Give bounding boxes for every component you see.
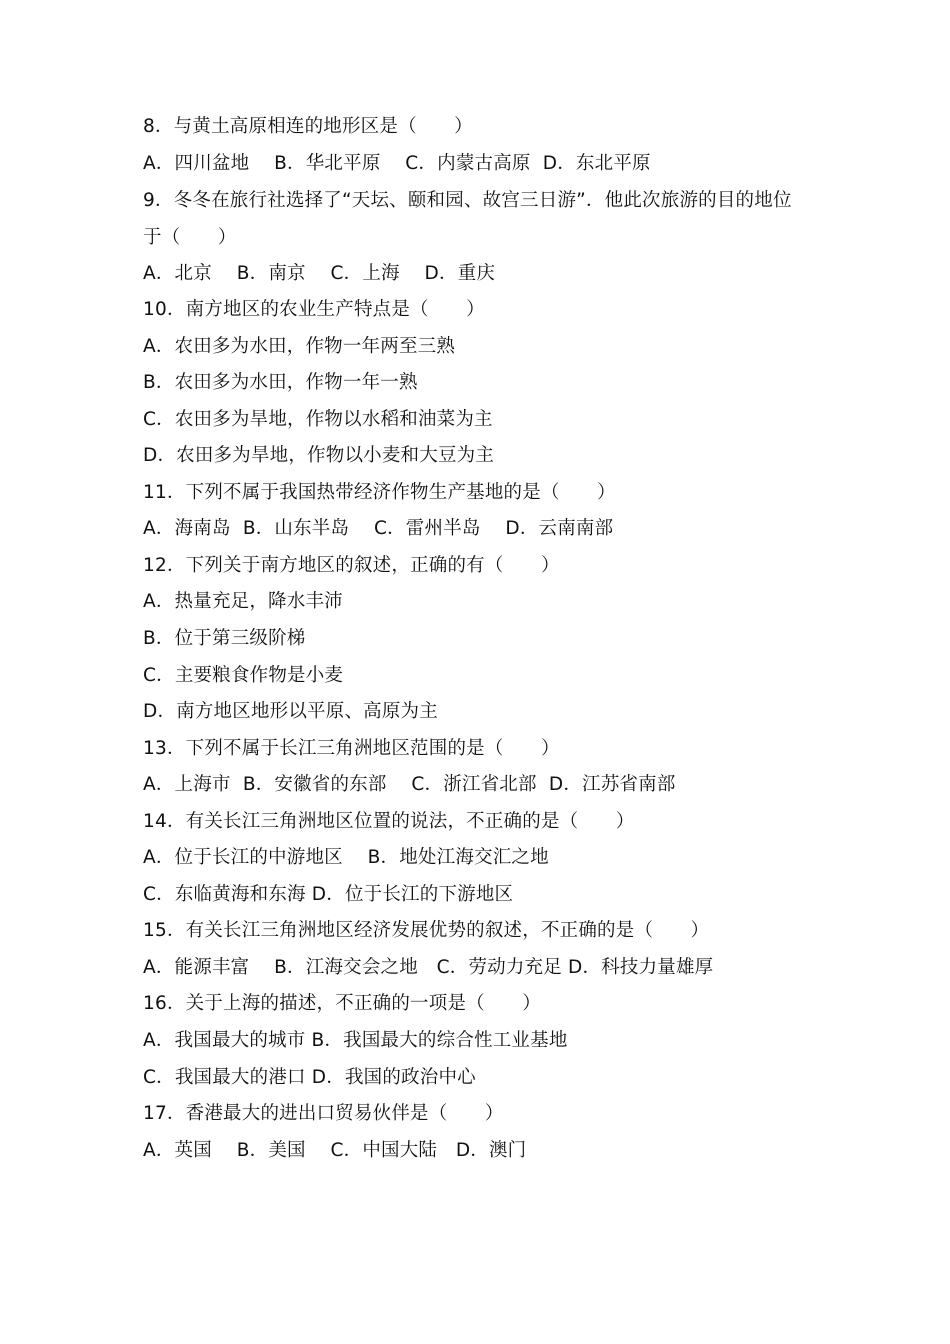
question-14-options-ab: A．位于长江的中游地区 B．地处江海交汇之地: [143, 847, 549, 868]
question-16-stem: 16．关于上海的描述，不正确的一项是（ ）: [143, 993, 541, 1014]
question-12-option-d: D．南方地区地形以平原、高原为主: [143, 701, 438, 722]
question-16-options-ab: A．我国最大的城市 B．我国最大的综合性工业基地: [143, 1030, 568, 1051]
question-10-option-b: B．农田多为水田，作物一年一熟: [143, 372, 418, 393]
question-12-stem: 12．下列关于南方地区的叙述，正确的有（ ）: [143, 555, 560, 576]
question-12-option-b: B．位于第三级阶梯: [143, 628, 306, 649]
question-9-stem: 9．冬冬在旅行社选择了“天坛、颐和园、故宫三日游”．他此次旅游的目的地位: [143, 190, 792, 211]
question-14-stem: 14．有关长江三角洲地区位置的说法，不正确的是（ ）: [143, 811, 635, 832]
question-10-stem: 10．南方地区的农业生产特点是（ ）: [143, 299, 485, 320]
question-16-options-cd: C．我国最大的港口 D．我国的政治中心: [143, 1067, 476, 1088]
question-15-options: A．能源丰富 B．江海交会之地 C．劳动力充足 D．科技力量雄厚: [143, 957, 714, 978]
question-9-stem-continued: 于（ ）: [143, 227, 237, 248]
question-12-option-a: A．热量充足，降水丰沛: [143, 591, 343, 612]
question-13-stem: 13．下列不属于长江三角洲地区范围的是（ ）: [143, 738, 560, 759]
question-15-stem: 15．有关长江三角洲地区经济发展优势的叙述，不正确的是（ ）: [143, 920, 710, 941]
question-13-options: A．上海市 B．安徽省的东部 C．浙江省北部 D．江苏省南部: [143, 774, 676, 795]
question-8-options: A．四川盆地 B．华北平原 C．内蒙古高原 D．东北平原: [143, 153, 651, 174]
question-8-stem: 8．与黄土高原相连的地形区是（ ）: [143, 116, 473, 137]
question-9-options: A．北京 B．南京 C．上海 D．重庆: [143, 263, 496, 284]
question-10-option-c: C．农田多为旱地，作物以水稻和油菜为主: [143, 409, 493, 430]
question-17-stem: 17．香港最大的进出口贸易伙伴是（ ）: [143, 1103, 504, 1124]
question-10-option-d: D．农田多为旱地，作物以小麦和大豆为主: [143, 445, 495, 466]
question-14-options-cd: C．东临黄海和东海 D．位于长江的下游地区: [143, 884, 514, 905]
question-12-option-c: C．主要粮食作物是小麦: [143, 665, 344, 686]
question-17-options: A．英国 B．美国 C．中国大陆 D．澳门: [143, 1140, 527, 1161]
question-10-option-a: A．农田多为水田，作物一年两至三熟: [143, 336, 456, 357]
question-11-stem: 11．下列不属于我国热带经济作物生产基地的是（ ）: [143, 482, 616, 503]
question-11-options: A．海南岛 B．山东半岛 C．雷州半岛 D．云南南部: [143, 518, 614, 539]
